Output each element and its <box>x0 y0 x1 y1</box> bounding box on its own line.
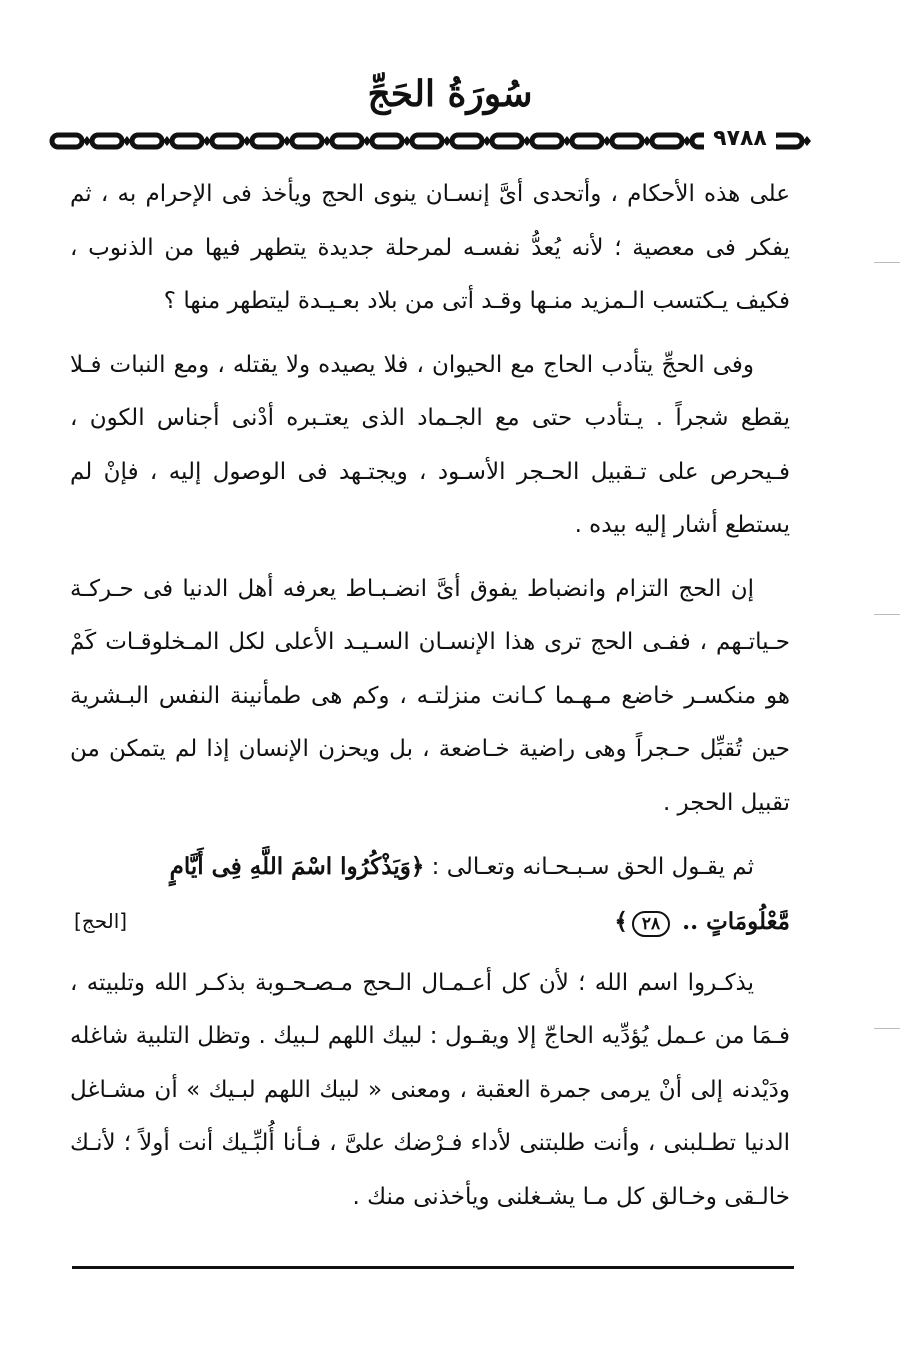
verse-number-badge: ٢٨ <box>632 911 670 937</box>
chain-link <box>772 135 802 147</box>
chain-link <box>252 135 282 147</box>
chain-diamond <box>123 136 131 146</box>
chain-diamond <box>363 136 371 146</box>
chain-link <box>452 135 482 147</box>
chain-diamond <box>83 136 91 146</box>
chain-link <box>132 135 162 147</box>
margin-mark <box>874 1028 900 1029</box>
quran-quote-line <box>70 840 790 895</box>
chain-link <box>652 135 682 147</box>
page-number: ٩٧٨٨ <box>704 124 776 154</box>
paragraph-2: وفى الحجِّ يتأدب الحاج مع الحيوان ، فلا يصيده ولا يقتله ، ومع النبات فـلا يقطع شجراً . يـتأدب حتى مع الجـماد الذى يعتـبره أدْنى أجناس الكون ، فـيحرص على تـقبيل الحـجر الأسـود ، ويجتـهد فى الوصول إليه ، فإنْ لم يستطع أشار إليه بيده . <box>70 351 790 538</box>
chain-diamond <box>563 136 571 146</box>
chain-link <box>172 135 202 147</box>
quran-reference-line <box>70 895 790 949</box>
chain-diamond <box>203 136 211 146</box>
chain-link <box>412 135 442 147</box>
chain-diamond <box>403 136 411 146</box>
paragraph-3: إن الحج التزام وانضباط يفوق أىَّ انضـبـاط يعرفه أهل الدنيا فى حـركـة حـياتـهم ، ففـى الحج ترى هذا الإنسـان السـيـد الأعلى لكل المـخلوقـات كَمْ هو منكسـر خاضع مـهـما كـانت منزلتـه ، وكم هى طمأنينة النفس البـشرية حين تُقبِّل حـجراً وهى راضية خـاضعة ، بل ويحزن الإنسان إذا لم يتمكن من تقبيل الحجر . <box>70 575 790 816</box>
chain-diamond <box>483 136 491 146</box>
quran-verse-end: مَّعْلُومَاتٍ .. <box>674 907 790 935</box>
quran-verse-tail <box>614 895 790 949</box>
ornament-chain-divider <box>48 128 814 154</box>
chain-diamond <box>243 136 251 146</box>
surah-reference-tag: [الحج] <box>74 908 128 933</box>
paragraph-4: يذكـروا اسم الله ؛ لأن كل أعـمـال الـحج مـصـحـوبة بذكـر الله وتلبيته ، فـمَا من عـمل يُؤدِّيه الحاجّ إلا ويقـول : لبيك اللهم لـبيك . وتظل التلبية شاغله ودَيْدنه إلى أنْ يرمى جمرة العقبة ، ومعنى « لبيك اللهم لبـيك » أن مشـاغل الدنيا تطـلبنى ، وأنت طلبتنى لأداء فـرْضك علىَّ ، فـأنا أُلبِّـيك أنت أولاً ؛ لأنـك خالـقى وخـالق كل مـا يشـغلنى ويأخذنى منك . <box>70 969 790 1210</box>
chain-diamond <box>643 136 651 146</box>
chain-link <box>292 135 322 147</box>
chain-diamond <box>523 136 531 146</box>
chain-link <box>572 135 602 147</box>
bottom-rule <box>72 1266 794 1269</box>
chain-diamond <box>803 136 811 146</box>
chain-link <box>52 135 82 147</box>
chain-diamond <box>323 136 331 146</box>
paragraph-1: على هذه الأحكام ، وأتحدى أىَّ إنسـان ينوى الحج ويأخذ فى الإحرام به ، ثم يفكر فى معصية ؛ لأنه يُعدُّ نفسـه لمرحلة جديدة يتطهر فيها من الذنوب ، فكيف يـكتسب الـمزيد منـها وقـد أتى من بلاد بعـيـدة ليتطهر منها ؟ <box>70 181 790 314</box>
chain-link <box>372 135 402 147</box>
chain-link <box>492 135 522 147</box>
margin-mark <box>874 262 900 263</box>
chain-link <box>532 135 562 147</box>
quran-intro: ثم يقـول الحق سـبـحـانه وتعـالى : <box>424 854 754 880</box>
quran-verse: ﴿وَيَذْكُرُوا اسْمَ اللَّهِ فِى أَيَّامٍ <box>169 853 425 880</box>
chain-diamond <box>163 136 171 146</box>
chain-diamond <box>683 136 691 146</box>
chain-diamond <box>603 136 611 146</box>
chain-diamond <box>283 136 291 146</box>
margin-mark <box>874 614 900 615</box>
chain-diamond <box>443 136 451 146</box>
page-text <box>70 168 790 1234</box>
chain-link <box>92 135 122 147</box>
chain-link <box>212 135 242 147</box>
verse-close-bracket: ﴾ <box>614 907 628 935</box>
chain-link <box>332 135 362 147</box>
chain-link <box>612 135 642 147</box>
surah-title: سُورَةُ الحَجِّ <box>367 73 533 115</box>
